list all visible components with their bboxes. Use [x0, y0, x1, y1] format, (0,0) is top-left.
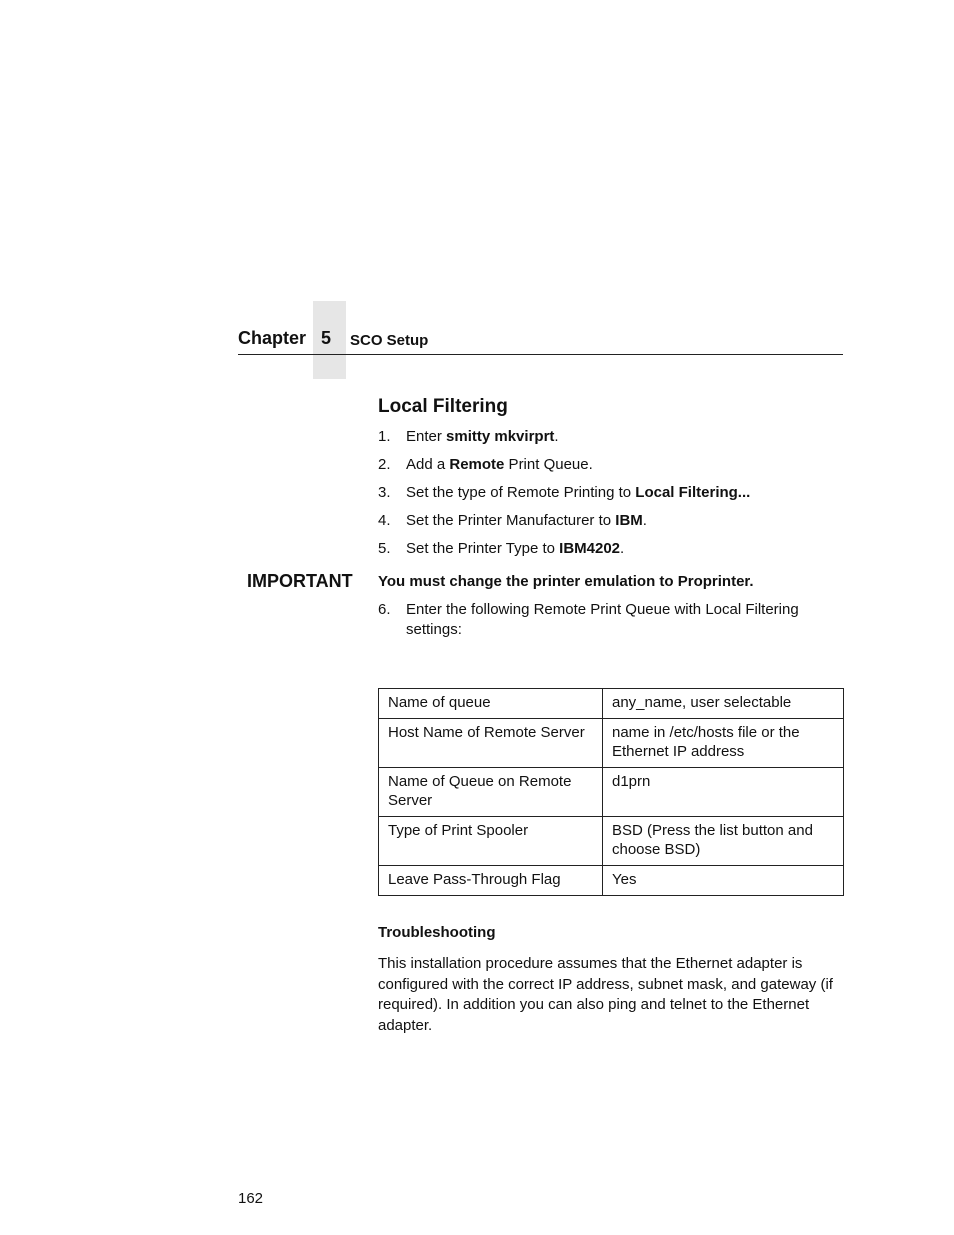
- troubleshooting-heading: Troubleshooting: [378, 924, 496, 941]
- setting-value-cell: BSD (Press the list button and choose BSD): [603, 817, 844, 866]
- important-note: You must change the printer emulation to Proprinter.: [378, 573, 754, 590]
- settings-table: [378, 688, 844, 896]
- step-number: 3.: [378, 484, 391, 501]
- chapter-label: Chapter: [238, 328, 307, 348]
- setting-value-cell: d1prn: [603, 768, 844, 817]
- setting-name-cell: Name of queue: [379, 689, 603, 719]
- section-title: Local Filtering: [378, 396, 508, 417]
- table-row: [379, 719, 844, 768]
- chapter-title: SCO Setup: [350, 332, 429, 349]
- step-number: 6.: [378, 601, 391, 618]
- setting-name-cell: Name of Queue on Remote Server: [379, 768, 603, 817]
- header-divider: [238, 354, 843, 355]
- table-row: [379, 689, 844, 719]
- setting-value-cell: any_name, user selectable: [603, 689, 844, 719]
- setting-value-cell: name in /etc/hosts file or the Ethernet IP address: [603, 719, 844, 768]
- step-text: Set the Printer Type to IBM4202.: [406, 540, 625, 557]
- table-row: [379, 817, 844, 866]
- step-text: Add a Remote Print Queue.: [406, 456, 593, 473]
- table-row: [379, 866, 844, 896]
- setting-name-cell: Type of Print Spooler: [379, 817, 603, 866]
- chapter-number: 5: [321, 328, 332, 348]
- troubleshooting-paragraph: This installation procedure assumes that the Ethernet adapter is configured with the correct IP address, subnet mask, and gateway (if required). In addition you can also ping and telnet to the Ethernet adapter.: [378, 955, 833, 1034]
- step-text: Enter the following Remote Print Queue with Local Filtering settings:: [406, 601, 799, 638]
- step-text: Set the type of Remote Printing to Local Filtering...: [406, 484, 751, 501]
- page-number: 162: [238, 1190, 264, 1207]
- setting-name-cell: Host Name of Remote Server: [379, 719, 603, 768]
- step-text: Set the Printer Manufacturer to IBM.: [406, 512, 647, 529]
- step-number: 2.: [378, 456, 391, 473]
- step-number: 1.: [378, 428, 391, 445]
- table-row: [379, 768, 844, 817]
- step-number: 4.: [378, 512, 391, 529]
- important-label: IMPORTANT: [247, 571, 353, 591]
- setting-name-cell: Leave Pass-Through Flag: [379, 866, 603, 896]
- setting-value-cell: Yes: [603, 866, 844, 896]
- step-text: Enter smitty mkvirprt.: [406, 428, 559, 445]
- step-number: 5.: [378, 540, 391, 557]
